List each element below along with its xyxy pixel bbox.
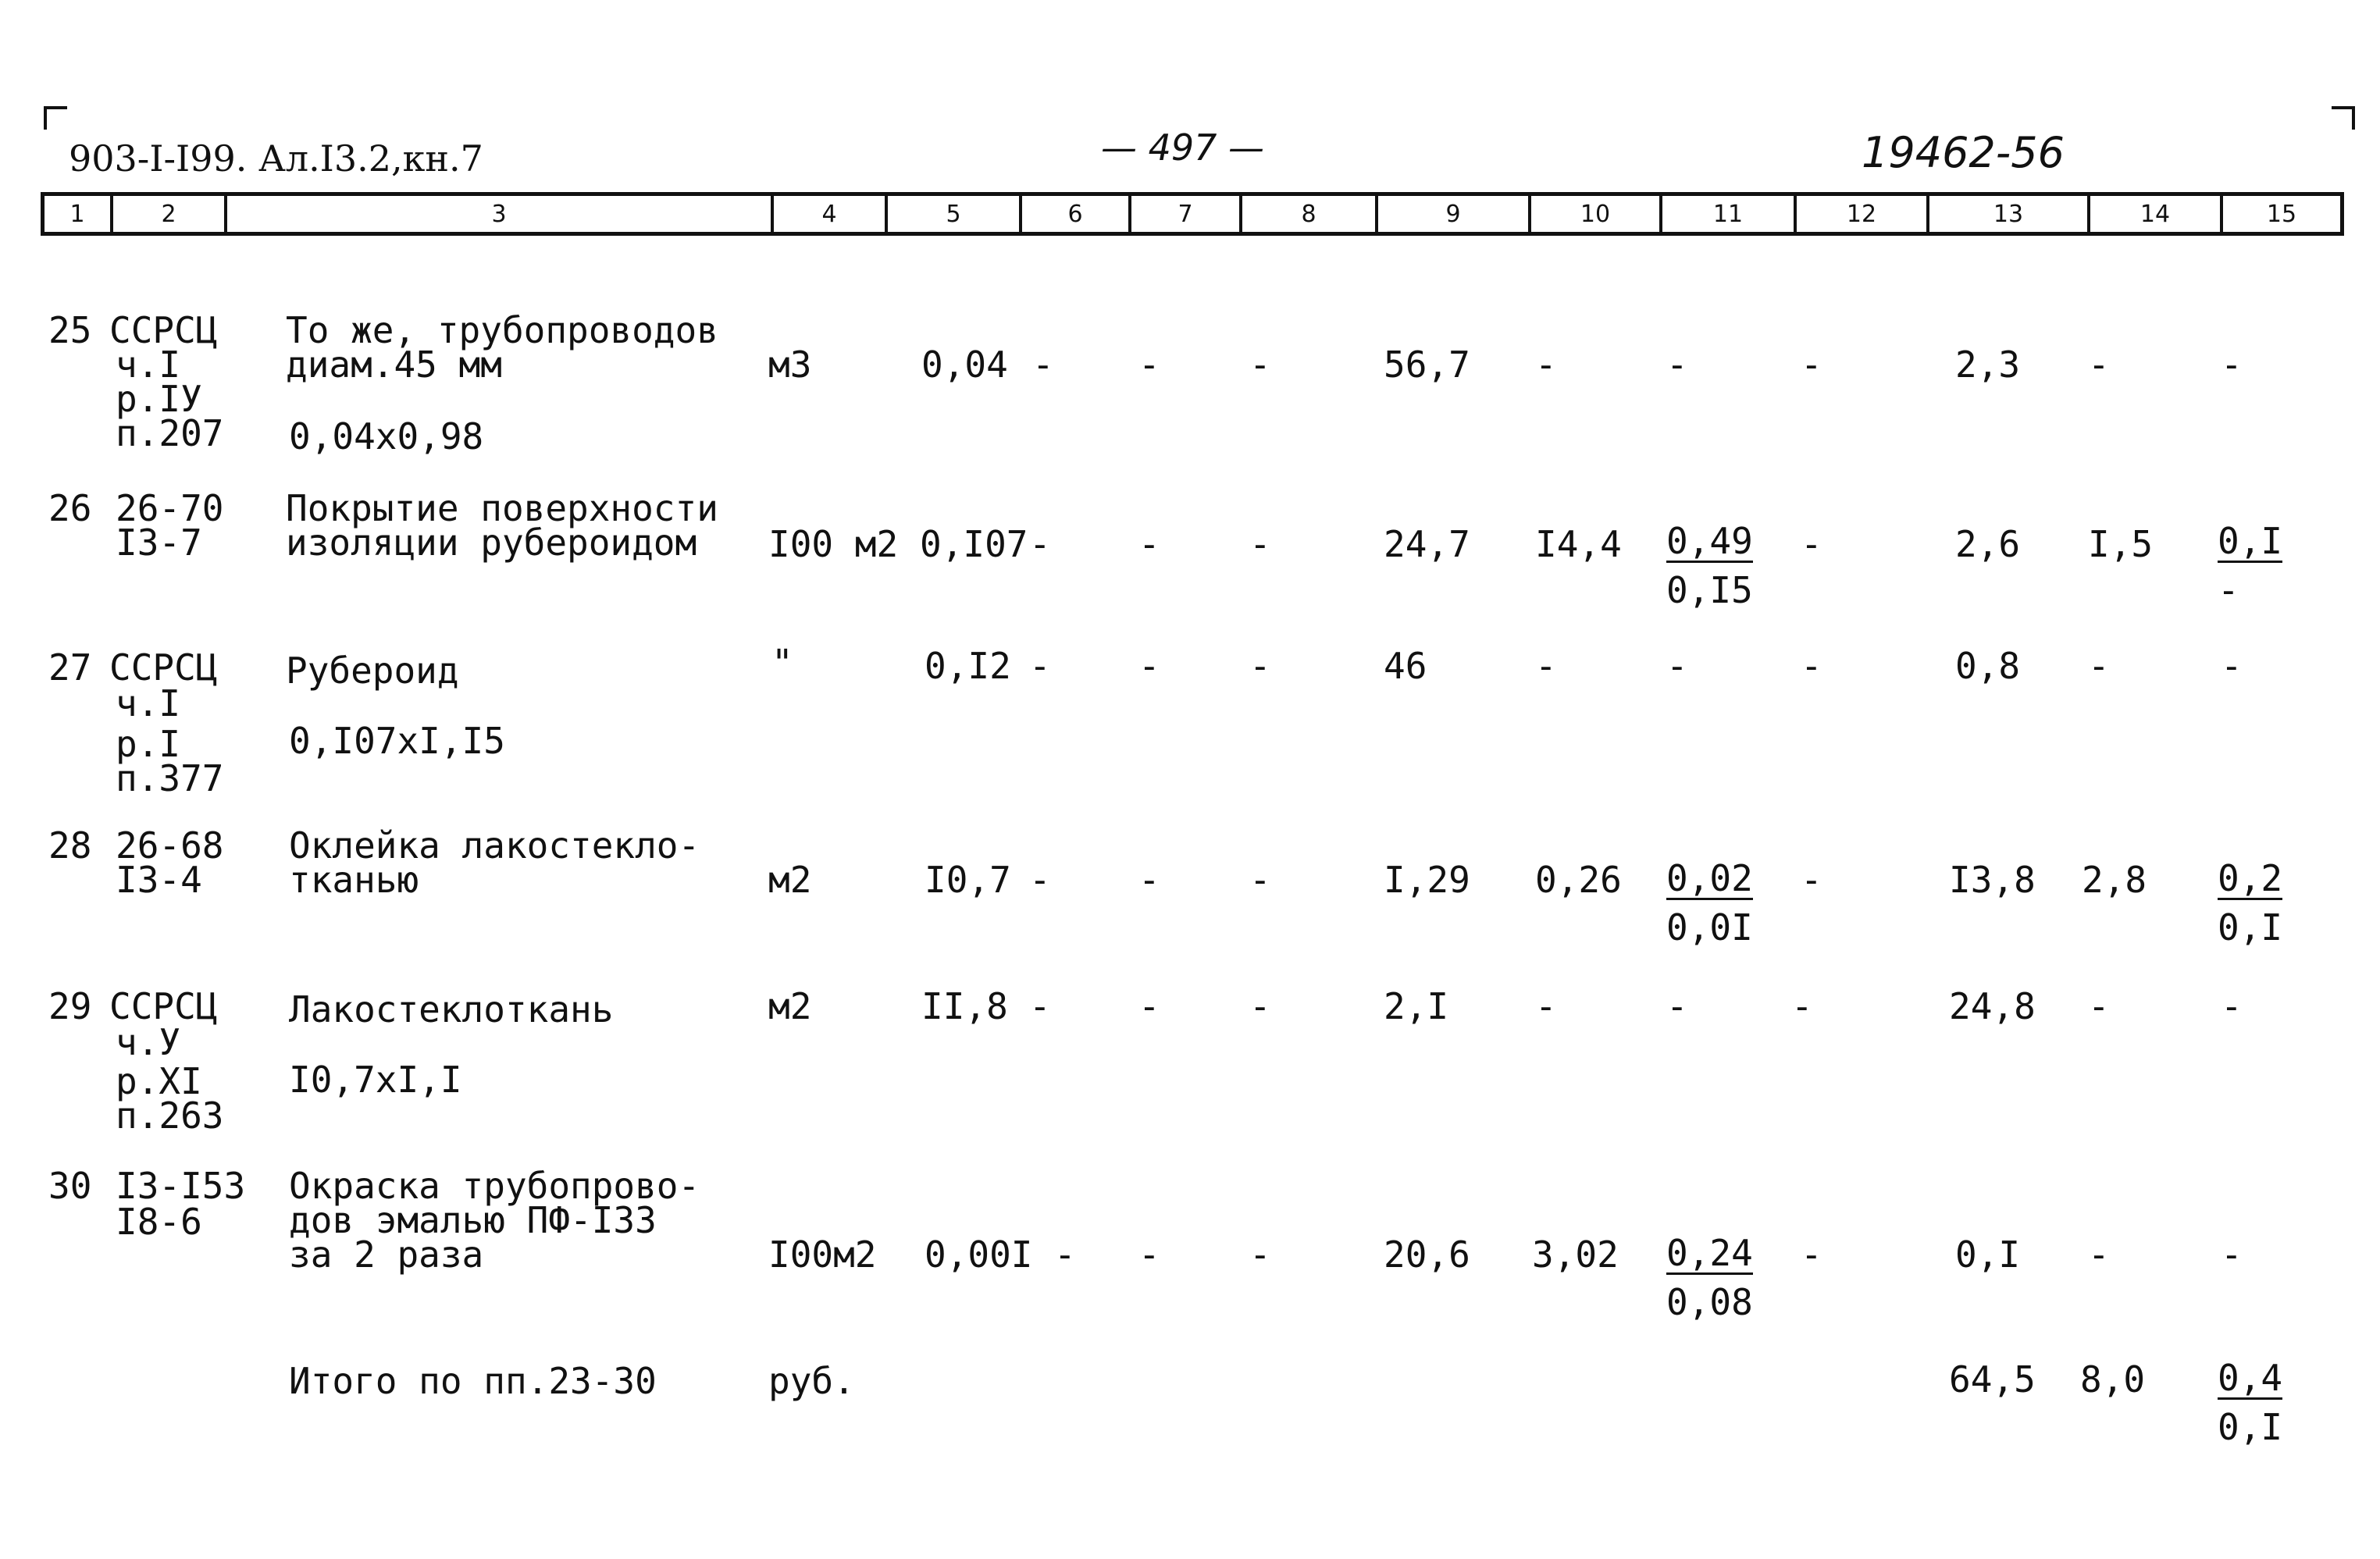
- fraction-numerator: 0,02: [1666, 857, 1753, 899]
- column-header: 1: [45, 196, 113, 232]
- norm-code-line: р.XI: [116, 1060, 202, 1102]
- fraction-denominator: 0,08: [1666, 1281, 1753, 1323]
- quantity: 0,04: [921, 343, 1008, 386]
- cell-col12: -: [1791, 985, 1813, 1027]
- cell-col6: -: [1029, 645, 1051, 687]
- cell-col7: -: [1138, 985, 1160, 1027]
- description-line: изоляции рубероидом: [286, 521, 697, 564]
- unit: ": [771, 642, 793, 684]
- norm-code-line: п.377: [116, 757, 224, 799]
- cell-col9: 56,7: [1384, 343, 1470, 386]
- fraction-numerator: 0,I: [2218, 520, 2283, 562]
- column-header: 14: [2090, 196, 2223, 232]
- norm-code-line: р.IУ: [116, 378, 202, 420]
- column-header: 8: [1242, 196, 1378, 232]
- fraction-numerator: 0,24: [1666, 1232, 1753, 1274]
- fraction-denominator: 0,I: [2218, 906, 2283, 949]
- cell-col11: -: [1666, 985, 1688, 1027]
- row-number: 27: [48, 646, 92, 689]
- cell-col9: 2,I: [1384, 985, 1449, 1027]
- norm-code-line: 26-70: [116, 487, 224, 529]
- cell-col10: -: [1535, 645, 1557, 687]
- cell-col10: -: [1535, 985, 1557, 1027]
- cell-col11: [1666, 1232, 1753, 1323]
- description-line: диам.45 мм: [286, 343, 502, 386]
- norm-code-line: ССРСЦ: [109, 646, 218, 689]
- cell-col12: -: [1801, 343, 1822, 386]
- cell-col7: -: [1138, 523, 1160, 565]
- cell-col12: -: [1801, 1233, 1822, 1276]
- description-line: То же, трубопроводов: [286, 309, 718, 351]
- cell-col14: 2,8: [2082, 859, 2147, 901]
- cell-col15: [2218, 857, 2283, 949]
- column-header: 5: [888, 196, 1022, 232]
- cell-col7: -: [1138, 1233, 1160, 1276]
- description-line: Лакостеклоткань: [289, 988, 614, 1030]
- row-number: 26: [48, 487, 92, 529]
- unit: м2: [768, 985, 812, 1027]
- cell-col15: -: [2221, 1233, 2243, 1276]
- norm-code-line: р.I: [116, 723, 181, 765]
- cell-col7: -: [1138, 645, 1160, 687]
- cell-col13: 24,8: [1949, 985, 2036, 1027]
- cell-col8: -: [1249, 1233, 1271, 1276]
- norm-code-line: п.207: [116, 412, 224, 454]
- formula: 0,04х0,98: [289, 415, 484, 457]
- column-header: 10: [1531, 196, 1662, 232]
- cell-col13: I3,8: [1949, 859, 2036, 901]
- cell-col11: [1666, 857, 1753, 949]
- cell-col6: -: [1032, 343, 1054, 386]
- corner-mark-top-right: [2332, 106, 2355, 130]
- norm-code-line: ч.I: [116, 343, 181, 386]
- row-number: 25: [48, 309, 92, 351]
- cell-col7: -: [1138, 343, 1160, 386]
- cell-col8: -: [1249, 645, 1271, 687]
- cell-col13: 0,I: [1955, 1233, 2021, 1276]
- cell-col11: [1666, 520, 1753, 611]
- norm-code-line: 26-68: [116, 824, 224, 867]
- total-col15: [2218, 1357, 2283, 1448]
- cell-col13: 0,8: [1955, 645, 2021, 687]
- column-header: 3: [227, 196, 774, 232]
- total-col13: 64,5: [1949, 1358, 2036, 1401]
- cell-col10: 0,26: [1535, 859, 1622, 901]
- cell-col8: -: [1249, 859, 1271, 901]
- cell-col14: -: [2088, 1233, 2110, 1276]
- description-line: Окраска трубопрово-: [289, 1165, 700, 1207]
- total-col14: 8,0: [2080, 1358, 2146, 1401]
- cell-col6: -: [1054, 1233, 1076, 1276]
- fraction-denominator: 0,I5: [1666, 569, 1753, 611]
- cell-col15: [2218, 520, 2283, 611]
- row-number: 30: [48, 1165, 92, 1207]
- description-line: Рубероид: [286, 650, 459, 692]
- description-line: Оклейка лакостекло-: [289, 824, 700, 867]
- row-number: 28: [48, 824, 92, 867]
- cell-col7: -: [1138, 859, 1160, 901]
- cell-col10: I4,4: [1535, 523, 1622, 565]
- cell-col15: -: [2221, 985, 2243, 1027]
- cell-col9: 46: [1384, 645, 1427, 687]
- description-line: дов эмалью ПФ-I33: [289, 1199, 657, 1241]
- cell-col10: 3,02: [1532, 1233, 1619, 1276]
- cell-col10: -: [1535, 343, 1557, 386]
- cell-col12: -: [1801, 859, 1822, 901]
- quantity: 0,00I: [925, 1233, 1033, 1276]
- cell-col15: -: [2221, 645, 2243, 687]
- cell-col8: -: [1249, 985, 1271, 1027]
- unit: I00м2: [768, 1233, 877, 1276]
- column-header: 13: [1929, 196, 2090, 232]
- cell-col14: -: [2088, 343, 2110, 386]
- column-header: 9: [1378, 196, 1531, 232]
- cell-col14: I,5: [2088, 523, 2154, 565]
- column-header: 7: [1131, 196, 1242, 232]
- cell-col9: 20,6: [1384, 1233, 1470, 1276]
- quantity: 0,I2: [925, 645, 1011, 687]
- cell-col14: -: [2088, 985, 2110, 1027]
- cell-col11: -: [1666, 343, 1688, 386]
- quantity: 0,I07: [920, 523, 1028, 565]
- unit: I00 м2: [768, 523, 899, 565]
- norm-code-line: ч.У: [116, 1021, 181, 1063]
- quantity: II,8: [921, 985, 1008, 1027]
- column-header-row: [41, 192, 2344, 236]
- quantity: I0,7: [925, 859, 1011, 901]
- total-label: Итого по пп.23-30: [289, 1360, 657, 1402]
- column-header: 12: [1797, 196, 1929, 232]
- description-line: тканью: [289, 859, 419, 901]
- total-unit: руб.: [768, 1360, 855, 1402]
- formula: I0,7хI,I: [289, 1059, 462, 1101]
- cell-col6: -: [1029, 859, 1051, 901]
- column-header: 4: [774, 196, 888, 232]
- description-line: за 2 раза: [289, 1233, 484, 1276]
- norm-code-line: I8-6: [116, 1201, 202, 1243]
- column-header: 2: [113, 196, 227, 232]
- fraction-numerator: 0,49: [1666, 520, 1753, 562]
- norm-code-line: ССРСЦ: [109, 309, 218, 351]
- fraction-numerator: 0,2: [2218, 857, 2283, 899]
- corner-mark-top-left: [44, 106, 67, 130]
- sheet-number: 19462-56: [1862, 128, 2065, 177]
- fraction-numerator: 0,4: [2218, 1357, 2283, 1399]
- page-number: — 497 —: [1101, 126, 1265, 169]
- fraction-denominator: -: [2218, 569, 2239, 611]
- unit: м2: [768, 859, 812, 901]
- row-number: 29: [48, 985, 92, 1027]
- formula: 0,I07хI,I5: [289, 720, 505, 762]
- cell-col9: I,29: [1384, 859, 1470, 901]
- norm-code-line: I3-4: [116, 859, 202, 901]
- description-line: Покрытие поверхности: [286, 487, 718, 529]
- cell-col15: -: [2221, 343, 2243, 386]
- cell-col11: -: [1666, 645, 1688, 687]
- cell-col12: -: [1801, 523, 1822, 565]
- unit: м3: [768, 343, 812, 386]
- norm-code-line: I3-I53: [116, 1165, 246, 1207]
- cell-col6: -: [1029, 985, 1051, 1027]
- norm-code-line: ССРСЦ: [109, 985, 218, 1027]
- fraction-denominator: 0,0I: [1666, 906, 1753, 949]
- column-header: 15: [2266, 200, 2297, 228]
- cell-col12: -: [1801, 645, 1822, 687]
- norm-code-line: I3-7: [116, 521, 202, 564]
- cell-col6: -: [1029, 523, 1051, 565]
- cell-col13: 2,6: [1955, 523, 2021, 565]
- document-code: 903-I-I99. Ал.I3.2,кн.7: [69, 137, 483, 180]
- cell-col8: -: [1249, 523, 1271, 565]
- norm-code-line: п.263: [116, 1095, 224, 1137]
- fraction-denominator: 0,I: [2218, 1406, 2283, 1448]
- cell-col13: 2,3: [1955, 343, 2021, 386]
- column-header: 11: [1662, 196, 1797, 232]
- cell-col9: 24,7: [1384, 523, 1470, 565]
- column-header: 6: [1022, 196, 1131, 232]
- norm-code-line: ч.I: [116, 682, 181, 724]
- cell-col14: -: [2088, 645, 2110, 687]
- cell-col8: -: [1249, 343, 1271, 386]
